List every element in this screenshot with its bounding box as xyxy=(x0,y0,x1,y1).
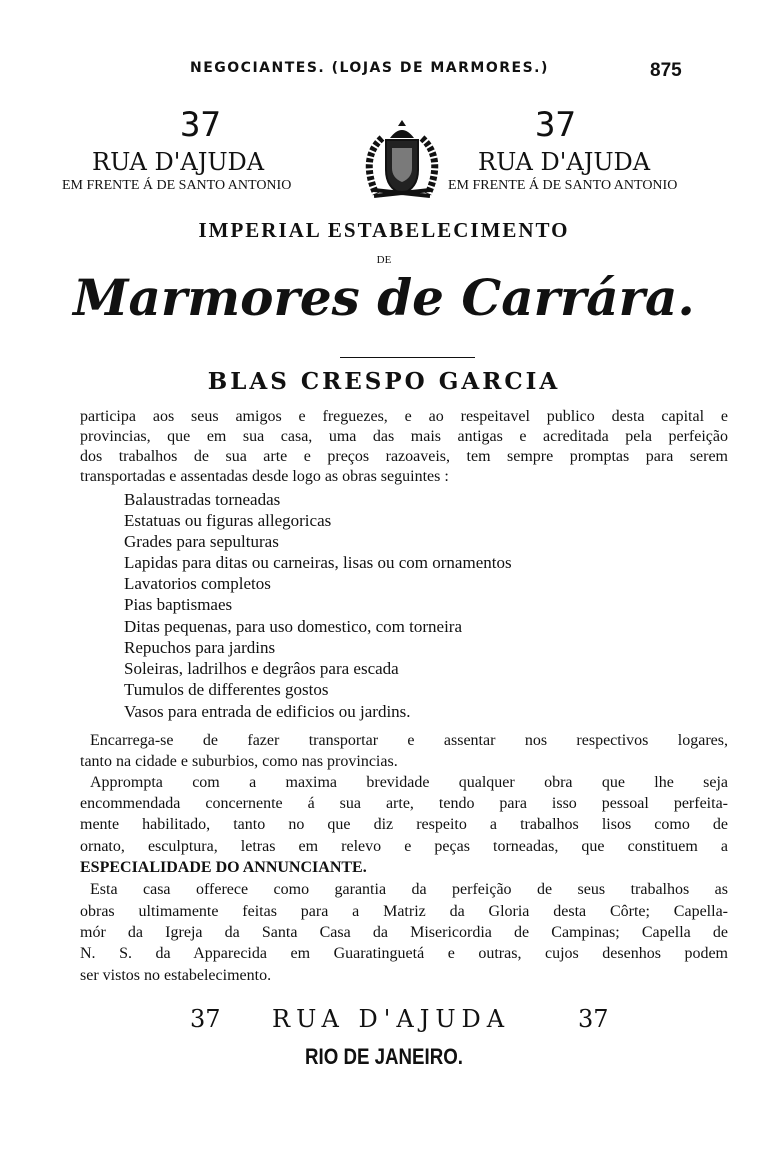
running-header: NEGOCIANTES. (LOJAS DE MARMORES.) xyxy=(190,60,549,76)
right-location: EM FRENTE Á DE SANTO ANTONIO xyxy=(448,178,678,193)
body-line: mente habilitado, tanto no que diz respeito a trabalhos lisos como de xyxy=(80,816,728,833)
right-street-name: RUA D'AJUDA xyxy=(478,148,651,176)
body-line: tanto na cidade e suburbios, como nas provincias. xyxy=(80,753,398,770)
list-item: Grades para sepulturas xyxy=(124,532,279,551)
list-item: Lavatorios completos xyxy=(124,574,271,593)
list-item: Ditas pequenas, para uso domestico, com torneira xyxy=(124,617,463,636)
main-title: Marmores de Carrára. xyxy=(73,268,695,327)
intro-line: dos trabalhos de sua arte e preços razoaveis, tem sempre promptas para serem xyxy=(80,448,728,465)
body-line: N. S. da Apparecida em Guaratinguetá e outras, cujos desenhos podem xyxy=(80,945,728,962)
list-item: Tumulos de differentes gostos xyxy=(124,680,329,699)
establishment-title: IMPERIAL ESTABELECIMENTO xyxy=(198,218,570,242)
footer-street: RUA D'AJUDA xyxy=(272,1005,511,1033)
body-line: ESPECIALIDADE DO ANNUNCIANTE. xyxy=(80,859,367,876)
right-street-number: 37 xyxy=(535,105,576,145)
list-item: Lapidas para ditas ou carneiras, lisas ou com ornamentos xyxy=(124,553,512,572)
list-item: Estatuas ou figuras allegoricas xyxy=(124,511,332,530)
body-line: Apprompta com a maxima brevidade qualquer obra que lhe seja xyxy=(90,774,728,791)
body-line: ser vistos no estabelecimento. xyxy=(80,967,272,984)
left-street-number: 37 xyxy=(180,105,221,145)
footer-right-number: 37 xyxy=(578,1005,609,1033)
list-item: Vasos para entrada de edificios ou jardins. xyxy=(124,702,411,721)
list-item: Pias baptismaes xyxy=(124,595,233,614)
left-location: EM FRENTE Á DE SANTO ANTONIO xyxy=(62,178,292,193)
page-number: 875 xyxy=(650,60,682,81)
intro-line: transportadas e assentadas desde logo as obras seguintes : xyxy=(80,468,449,485)
title-connector: DE xyxy=(376,254,392,266)
list-item: Balaustradas torneadas xyxy=(124,490,281,509)
body-line: ornato, esculptura, letras em relevo e peças torneadas, que constituem a xyxy=(80,838,728,855)
proprietor-name: BLAS CRESPO GARCIA xyxy=(207,368,561,395)
footer-city: RIO DE JANEIRO. xyxy=(305,1044,463,1069)
list-item: Repuchos para jardins xyxy=(124,638,276,657)
list-item: Soleiras, ladrilhos e degrâos para escada xyxy=(124,659,399,678)
intro-line: provincias, que em sua casa, uma das mais antigas e acreditada pela perfeição xyxy=(80,428,728,445)
body-line: Esta casa offerece como garantia da perfeição de seus trabalhos as xyxy=(90,881,728,898)
ornamental-rule xyxy=(340,357,475,358)
body-line: mór da Igreja da Santa Casa da Misericordia de Campinas; Capella de xyxy=(80,924,728,941)
body-line: encommendada concernente á sua arte, tendo para isso pessoal perfeita- xyxy=(80,795,728,812)
footer-left-number: 37 xyxy=(190,1005,221,1033)
coat-of-arms-icon xyxy=(352,118,452,204)
body-line: obras ultimamente feitas para a Matriz da Gloria desta Côrte; Capella- xyxy=(80,903,728,920)
body-line: Encarrega-se de fazer transportar e assentar nos respectivos logares, xyxy=(90,732,728,749)
left-street-name: RUA D'AJUDA xyxy=(92,148,265,176)
intro-line: participa aos seus amigos e freguezes, e ao respeitavel publico desta capital e xyxy=(80,408,728,425)
